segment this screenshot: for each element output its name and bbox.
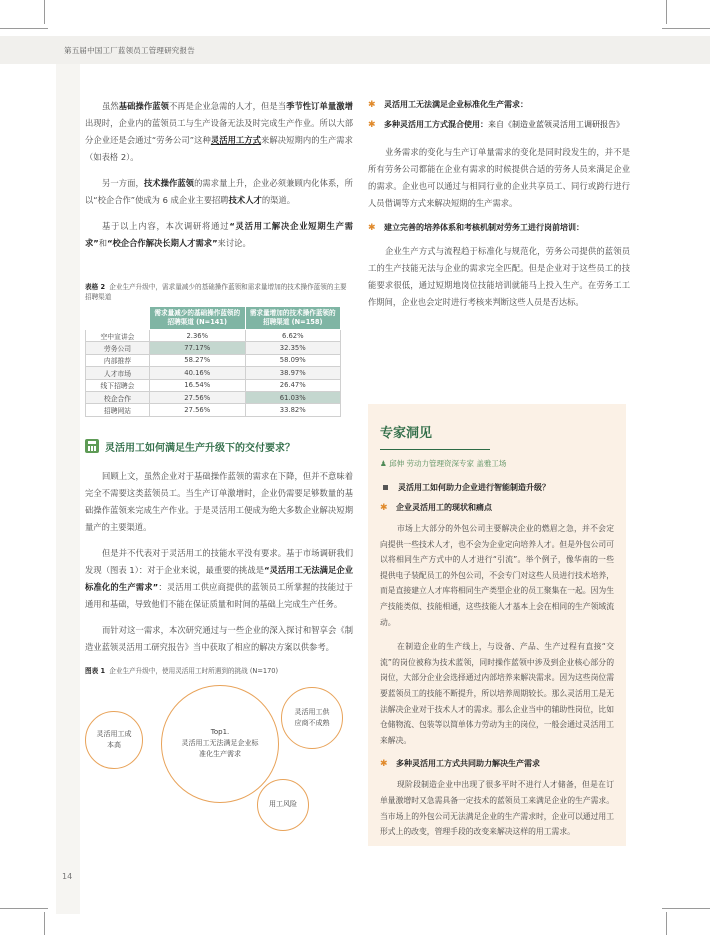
paragraph: 虽然基础操作蓝领不再是企业急需的人才，但是当季节性订单量激增出现时，企业内的蓝领员工与生产设备无法及时完成生产作业。所以大部分企业还是会通过“劳务公司”这种灵活用工方式来解决短期内的生产需求（如表格 2）。 (85, 101, 353, 162)
table-header: 需求量增加的技术操作蓝领的招聘渠道 (N=158) (245, 307, 341, 330)
table-row: 线下招聘会 16.54% 26.47% (86, 379, 341, 391)
crop-mark (0, 28, 48, 29)
table-row: 招聘网站 27.56% 33.82% (86, 404, 341, 416)
right-column (368, 98, 630, 320)
section-heading: 灵活用工如何满足生产升级下的交付要求？ (85, 439, 353, 454)
divider (380, 449, 490, 450)
paragraph: 回顾上文，虽然企业对于基础操作蓝领的需求在下降，但并不意味着完全不需要这类蓝领员工。当生产订单激增时，企业仍需要足够数量的基础操作蓝领来完成生产作业。于是灵活用工便成为绝大多数企业解决短期量产的主要渠道。 (85, 470, 353, 532)
table-row: 校企合作 27.56% 61.03% (86, 391, 341, 403)
list-item: ✱ 企业灵活用工的现状和痛点 (380, 503, 492, 513)
recruitment-channel-table (85, 306, 341, 417)
table-row: 空中宣讲会 2.36% 6.62% (86, 330, 341, 342)
paragraph: 而针对这一需求，本次研究通过与一些企业的深入探讨和智享会《制造业蓝领灵活用工研究报告》当中获取了相应的解决方案以供参考。 (85, 624, 353, 652)
bullet-icon: ✱ (368, 120, 376, 130)
page-header-title: 第五届中国工厂蓝领员工管理研究报告 (64, 46, 195, 55)
crop-mark (44, 0, 45, 24)
page-number: 14 (62, 872, 73, 881)
paragraph: 在制造企业的生产线上，与设备、产品、生产过程有直接“交流”的岗位被称为技术蓝领，同时操作蓝领中涉及到企业核心部分的岗位，大部分企业会选择通过内部培养来解决需求。因为这些岗位需要蓝领员工的技能不断提升，所以培养周期较长。那么灵活用工是无法解决企业对于技术人才的需求。那么企业当中的辅助性岗位，比如仓储物流、包装等以简单体力劳动为主的岗位，一般会通过灵活用工来解决。 (380, 642, 614, 745)
paragraph: 企业生产方式与流程趋于标准化与规范化，劳务公司提供的蓝领员工的生产技能无法与企业的需求完全匹配。但是企业对于这些员工的技能要求很低，通过短期地岗位技能培训就能马上投入生产。在劳务工工作期间，企业也会定时进行考核来判断这些人员是否达标。 (368, 246, 630, 307)
side-strip (56, 64, 80, 914)
paragraph: 业务需求的变化与生产订单量需求的变化是同时段发生的，并不是所有劳务公司都能在企业有需求的时候提供合适的劳务人员来满足企业的需求。企业也可以通过与相同行业的企业共享员工、同行或跨行进行人员借调等方式来解决短期的生产需求。 (368, 147, 630, 208)
expert-title: 专家洞见 (380, 426, 433, 441)
challenge-bubble-figure (85, 681, 353, 831)
bullet-icon: ✱ (368, 100, 376, 110)
left-column (85, 98, 353, 831)
table-caption: 表格 2 企业生产升级中，需求量减少的基础操作蓝领和需求量增加的技术操作蓝领的主要招聘渠道 (85, 283, 347, 301)
paragraph: 市场上大部分的外包公司主要解决企业的燃眉之急，并不会定向提供一些技术人才，也不会为企业定向培养人才。但是外包公司可以将相同生产方式中的人才进行“引流”。举个例子，像华南的一些提供电子装配员工的外包公司，不会专门对这些人员进行技术培养，而是直接建立人才库将相同生产类型企业的员工聚集在一起。因为生产技能类似、技能相通，这些技能人才基本上会在相同的生产领域流动。 (380, 524, 614, 627)
list-item: 灵活用工如何助力企业进行智能制造升级？ (380, 481, 614, 495)
figure-caption: 图表 1 企业生产升级中，使用灵活用工时所遇到的挑战 (N=170) (85, 666, 279, 675)
crop-mark (44, 912, 45, 935)
bubble-risk: 用工风险 (257, 779, 309, 831)
crop-mark (666, 0, 667, 24)
person-icon: ♟ (380, 459, 387, 468)
expert-author: ♟ 邱伸 劳动力管理资深专家 盖雅工场 (380, 459, 507, 468)
bubble-supplier: 灵活用工供应商不成熟 (281, 687, 343, 749)
expert-insight-box (368, 404, 626, 846)
paragraph: 另一方面，技术操作蓝领的需求量上升，企业必须兼顾内化体系，所以“校企合作”使成为 6 成企业主要招聘技术人才的渠道。 (85, 178, 353, 205)
bullet-icon: ✱ (380, 759, 388, 770)
list-item: ✱ 灵活用工无法满足企业标准化生产需求： (368, 100, 528, 110)
list-item: ✱ 多种灵活用工方式混合使用：来自《制造业蓝领灵活用工调研报告》 (368, 120, 624, 130)
crop-mark (662, 28, 710, 29)
table-header: 需求量减少的基础操作蓝领的招聘渠道 (N=141) (150, 307, 246, 330)
table-row: 内部推荐 58.27% 58.09% (86, 354, 341, 366)
paragraph: 但是并不代表对于灵活用工的技能水平没有要求。基于市场调研我们发现（图表 1）：对于企业来说，最重要的挑战是“灵活用工无法满足企业标准化的生产需求”：灵活用工供应商提供的蓝领员工所掌握的技能过于通用和基础，导致他们不能在保证质量和时间的基础上完成生产任务。 (85, 547, 353, 609)
table-header-empty (86, 307, 150, 330)
table-row: 劳务公司 77.17% 32.35% (86, 342, 341, 354)
bullet-icon: ✱ (368, 223, 376, 233)
calculator-icon (85, 439, 99, 453)
paragraph: 基于以上内容，本次调研将通过“灵活用工解决企业短期生产需求”和“校企合作解决长期人才需求”来讨论。 (85, 221, 353, 248)
bullet-icon: ✱ (380, 503, 388, 513)
paragraph: 现阶段制造企业中出现了很多平时不进行人才储备，但是在订单量激增时又急需具备一定技术的蓝领员工来满足企业的生产需求。当市场上的外包公司无法满足企业的生产需求时，企业可以通过用工形式上的改变，管理手段的改变来解决这样的用工需求。 (380, 780, 614, 837)
list-item: ✱ 多种灵活用工方式共同助力解决生产需求 (380, 759, 540, 770)
bubble-main: Top1. 灵活用工无法满足企业标准化生产需求 (161, 685, 279, 803)
crop-mark (662, 908, 710, 909)
list-item: ✱ 建立完善的培养体系和考核机制对劳务工进行岗前培训： (368, 223, 584, 233)
crop-mark (666, 912, 667, 935)
square-bullet-icon (383, 485, 388, 490)
table-row: 人才市场 40.16% 38.97% (86, 367, 341, 379)
bubble-cost: 灵活用工成本高 (85, 711, 143, 769)
crop-mark (0, 908, 48, 909)
